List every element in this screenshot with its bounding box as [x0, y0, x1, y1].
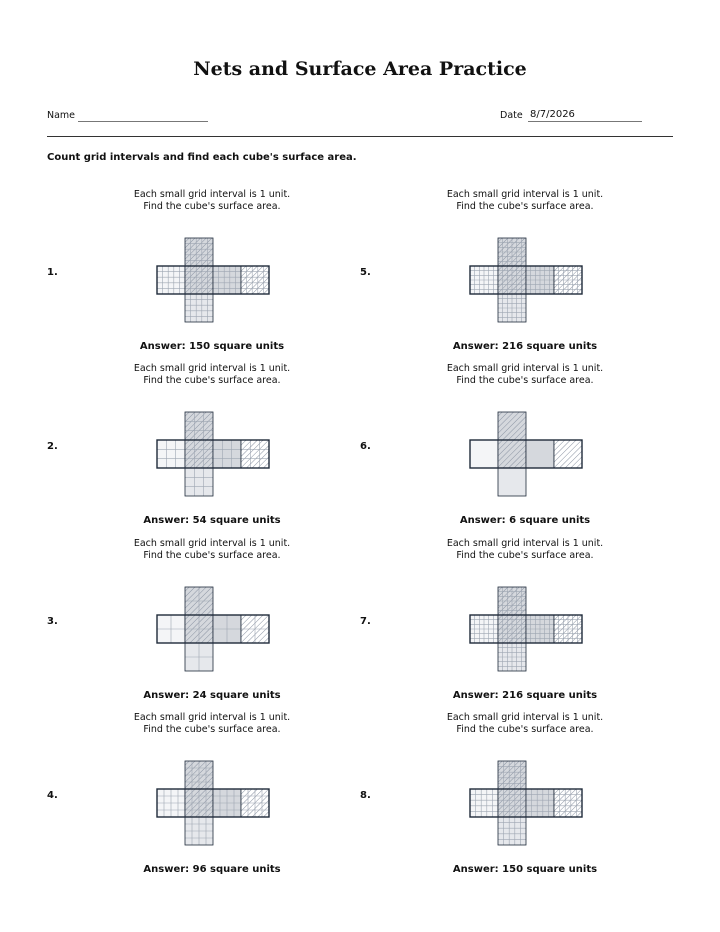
- problem-prompt-line1: Each small grid interval is 1 unit.: [133, 538, 291, 549]
- date-field[interactable]: [528, 121, 642, 122]
- cube-net: [156, 586, 270, 672]
- problem-prompt-line1: Each small grid interval is 1 unit.: [446, 712, 604, 723]
- problem-prompt-line2: Find the cube's surface area.: [143, 375, 281, 386]
- cube-net: [469, 586, 583, 672]
- problem-prompt-line2: Find the cube's surface area.: [143, 201, 281, 212]
- net-face-top: [185, 412, 213, 440]
- net-face-back: [241, 615, 269, 643]
- net-face-left: [470, 440, 498, 468]
- problem-prompt-line2: Find the cube's surface area.: [456, 724, 594, 735]
- net-face-top: [185, 761, 213, 789]
- net-face-front: [498, 440, 526, 468]
- net-face-bottom: [498, 643, 526, 671]
- net-face-back: [554, 789, 582, 817]
- net-face-back: [554, 440, 582, 468]
- net-face-front: [498, 615, 526, 643]
- net-face-left: [157, 615, 185, 643]
- net-face-front: [185, 615, 213, 643]
- problem-number: 5.: [360, 267, 371, 278]
- problem-7: [360, 535, 720, 709]
- page-title: Nets and Surface Area Practice: [193, 58, 527, 80]
- problem-answer: Answer: 6 square units: [459, 515, 591, 526]
- problem-prompt-line2: Find the cube's surface area.: [456, 201, 594, 212]
- problem-prompt-line2: Find the cube's surface area.: [456, 375, 594, 386]
- problem-answer: Answer: 96 square units: [143, 864, 281, 875]
- date-value: 8/7/2026: [530, 109, 575, 120]
- net-face-front: [498, 789, 526, 817]
- net-face-left: [470, 789, 498, 817]
- net-face-top: [498, 412, 526, 440]
- header-divider: [47, 136, 673, 137]
- problem-5: [360, 186, 720, 360]
- problem-8: [360, 709, 720, 883]
- net-face-top: [498, 587, 526, 615]
- problem-number: 8.: [360, 790, 371, 801]
- net-face-back: [554, 615, 582, 643]
- net-face-left: [470, 615, 498, 643]
- net-face-back: [241, 440, 269, 468]
- cube-net: [156, 760, 270, 846]
- net-face-top: [498, 761, 526, 789]
- net-face-bottom: [498, 468, 526, 496]
- problem-number: 1.: [47, 267, 58, 278]
- net-face-right: [526, 266, 554, 294]
- net-face-bottom: [185, 294, 213, 322]
- net-face-front: [185, 440, 213, 468]
- problem-number: 3.: [47, 616, 58, 627]
- net-face-right: [526, 440, 554, 468]
- problem-6: [360, 360, 720, 534]
- problem-prompt-line1: Each small grid interval is 1 unit.: [133, 363, 291, 374]
- net-face-left: [470, 266, 498, 294]
- problem-number: 6.: [360, 441, 371, 452]
- problem-prompt-line2: Find the cube's surface area.: [143, 550, 281, 561]
- net-face-right: [213, 789, 241, 817]
- problem-answer: Answer: 216 square units: [452, 341, 598, 352]
- problem-prompt-line1: Each small grid interval is 1 unit.: [133, 189, 291, 200]
- problem-prompt-line2: Find the cube's surface area.: [456, 550, 594, 561]
- net-face-left: [157, 266, 185, 294]
- problem-prompt-line1: Each small grid interval is 1 unit.: [133, 712, 291, 723]
- net-face-right: [526, 789, 554, 817]
- problem-prompt-line1: Each small grid interval is 1 unit.: [446, 363, 604, 374]
- net-face-bottom: [498, 817, 526, 845]
- problem-answer: Answer: 24 square units: [143, 690, 281, 701]
- net-face-top: [185, 587, 213, 615]
- problem-number: 2.: [47, 441, 58, 452]
- problem-answer: Answer: 150 square units: [139, 341, 285, 352]
- net-face-right: [213, 615, 241, 643]
- net-face-front: [498, 266, 526, 294]
- problem-prompt-line2: Find the cube's surface area.: [143, 724, 281, 735]
- cube-net: [469, 411, 583, 497]
- net-face-left: [157, 440, 185, 468]
- problem-prompt-line1: Each small grid interval is 1 unit.: [446, 189, 604, 200]
- net-face-bottom: [185, 468, 213, 496]
- net-face-back: [241, 266, 269, 294]
- net-face-back: [554, 266, 582, 294]
- net-face-front: [185, 266, 213, 294]
- net-face-top: [185, 238, 213, 266]
- problem-2: [47, 360, 407, 534]
- problem-answer: Answer: 54 square units: [143, 515, 281, 526]
- net-face-left: [157, 789, 185, 817]
- cube-net: [469, 237, 583, 323]
- net-face-front: [185, 789, 213, 817]
- net-face-right: [213, 266, 241, 294]
- problem-answer: Answer: 216 square units: [452, 690, 598, 701]
- problem-4: [47, 709, 407, 883]
- net-face-top: [498, 238, 526, 266]
- cube-net: [156, 237, 270, 323]
- net-face-right: [526, 615, 554, 643]
- problem-answer: Answer: 150 square units: [452, 864, 598, 875]
- cube-net: [156, 411, 270, 497]
- name-field[interactable]: [78, 121, 208, 122]
- net-face-right: [213, 440, 241, 468]
- problem-prompt-line1: Each small grid interval is 1 unit.: [446, 538, 604, 549]
- name-label: Name: [47, 110, 76, 121]
- instructions: Count grid intervals and find each cube's surface area.: [47, 152, 357, 163]
- problem-3: [47, 535, 407, 709]
- problem-number: 4.: [47, 790, 58, 801]
- net-face-bottom: [185, 643, 213, 671]
- problem-1: [47, 186, 407, 360]
- cube-net: [469, 760, 583, 846]
- date-label: Date: [500, 110, 523, 121]
- net-face-back: [241, 789, 269, 817]
- net-face-bottom: [185, 817, 213, 845]
- net-face-bottom: [498, 294, 526, 322]
- problem-number: 7.: [360, 616, 371, 627]
